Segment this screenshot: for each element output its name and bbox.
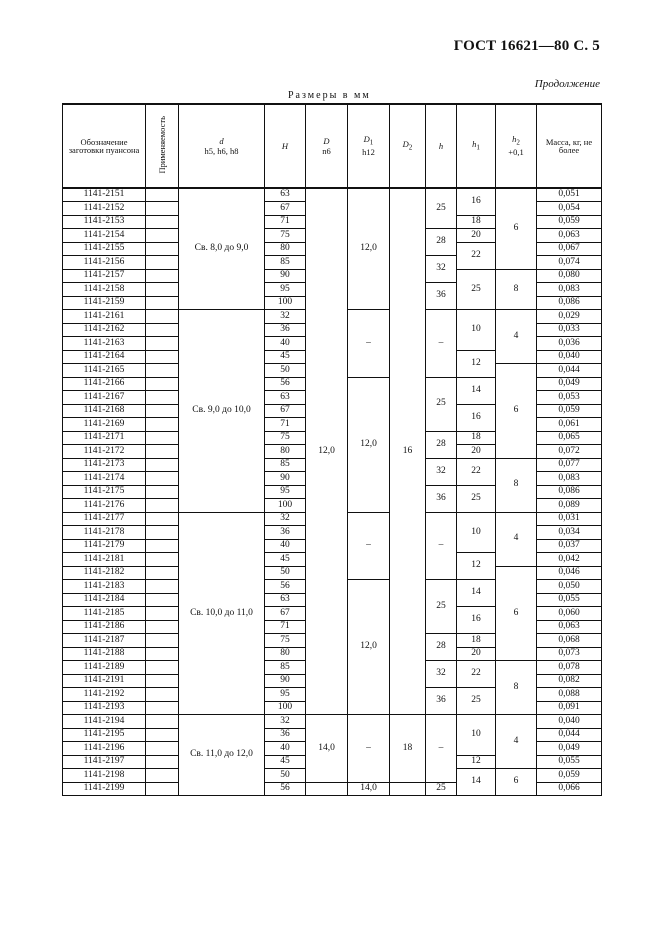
header-applicability: Применяемость bbox=[146, 104, 179, 188]
cell-applicability bbox=[146, 445, 179, 459]
cell-h1: 16 bbox=[457, 607, 496, 634]
cell-applicability bbox=[146, 242, 179, 256]
cell-H: 56 bbox=[265, 580, 306, 594]
cell-mass: 0,050 bbox=[537, 580, 602, 594]
cell-code: 1141-2184 bbox=[63, 593, 146, 607]
spec-table bbox=[62, 103, 602, 796]
cell-H: 40 bbox=[265, 742, 306, 756]
cell-mass: 0,051 bbox=[537, 188, 602, 202]
cell-code: 1141-2196 bbox=[63, 742, 146, 756]
cell-h1: 22 bbox=[457, 458, 496, 485]
cell-applicability bbox=[146, 296, 179, 310]
cell-h2: 8 bbox=[496, 269, 537, 310]
cell-H: 75 bbox=[265, 229, 306, 243]
cell-applicability bbox=[146, 593, 179, 607]
cell-mass: 0,065 bbox=[537, 431, 602, 445]
cell-applicability bbox=[146, 580, 179, 594]
cell-mass: 0,037 bbox=[537, 539, 602, 553]
cell-applicability bbox=[146, 310, 179, 324]
cell-d1: 12,0 bbox=[348, 580, 390, 715]
cell-mass: 0,077 bbox=[537, 458, 602, 472]
cell-code: 1141-2191 bbox=[63, 674, 146, 688]
cell-mass: 0,086 bbox=[537, 485, 602, 499]
cell-applicability bbox=[146, 229, 179, 243]
cell-code: 1141-2165 bbox=[63, 364, 146, 378]
cell-code: 1141-2169 bbox=[63, 418, 146, 432]
cell-mass: 0,029 bbox=[537, 310, 602, 324]
cell-d2 bbox=[390, 782, 426, 796]
cell-d: Св. 9,0 до 10,0 bbox=[179, 310, 265, 513]
cell-h: 32 bbox=[426, 256, 457, 283]
cell-h1: 12 bbox=[457, 350, 496, 377]
cell-h1: 25 bbox=[457, 269, 496, 310]
cell-h1: 14 bbox=[457, 769, 496, 796]
cell-applicability bbox=[146, 323, 179, 337]
cell-code: 1141-2182 bbox=[63, 566, 146, 580]
cell-H: 100 bbox=[265, 499, 306, 513]
cell-h: – bbox=[426, 715, 457, 783]
cell-applicability bbox=[146, 526, 179, 540]
cell-code: 1141-2178 bbox=[63, 526, 146, 540]
cell-mass: 0,091 bbox=[537, 701, 602, 715]
table-row bbox=[63, 715, 602, 729]
cell-H: 80 bbox=[265, 242, 306, 256]
cell-code: 1141-2158 bbox=[63, 283, 146, 297]
cell-h: 36 bbox=[426, 485, 457, 512]
cell-h: 36 bbox=[426, 688, 457, 715]
cell-applicability bbox=[146, 499, 179, 513]
cell-h: 28 bbox=[426, 431, 457, 458]
cell-H: 40 bbox=[265, 539, 306, 553]
cell-applicability bbox=[146, 661, 179, 675]
cell-H: 85 bbox=[265, 661, 306, 675]
cell-mass: 0,080 bbox=[537, 269, 602, 283]
cell-mass: 0,042 bbox=[537, 553, 602, 567]
cell-h: 32 bbox=[426, 458, 457, 485]
cell-code: 1141-2163 bbox=[63, 337, 146, 351]
cell-applicability bbox=[146, 566, 179, 580]
cell-applicability bbox=[146, 674, 179, 688]
cell-h: 25 bbox=[426, 782, 457, 796]
cell-applicability bbox=[146, 458, 179, 472]
cell-h: 28 bbox=[426, 634, 457, 661]
cell-applicability bbox=[146, 728, 179, 742]
cell-H: 71 bbox=[265, 418, 306, 432]
cell-h: 25 bbox=[426, 188, 457, 229]
cell-h2: 6 bbox=[496, 769, 537, 796]
cell-applicability bbox=[146, 391, 179, 405]
cell-H: 90 bbox=[265, 269, 306, 283]
cell-code: 1141-2189 bbox=[63, 661, 146, 675]
cell-code: 1141-2171 bbox=[63, 431, 146, 445]
cell-code: 1141-2162 bbox=[63, 323, 146, 337]
cell-d2: 18 bbox=[390, 715, 426, 783]
cell-d1: – bbox=[348, 512, 390, 580]
header-designation: Обозначение заготовки пуансона bbox=[63, 104, 146, 188]
cell-code: 1141-2153 bbox=[63, 215, 146, 229]
cell-H: 80 bbox=[265, 647, 306, 661]
cell-applicability bbox=[146, 485, 179, 499]
cell-H: 56 bbox=[265, 377, 306, 391]
cell-h1: 22 bbox=[457, 661, 496, 688]
header-D: D n6 bbox=[306, 104, 348, 188]
cell-mass: 0,086 bbox=[537, 296, 602, 310]
cell-h: – bbox=[426, 310, 457, 378]
cell-code: 1141-2154 bbox=[63, 229, 146, 243]
cell-mass: 0,089 bbox=[537, 499, 602, 513]
cell-applicability bbox=[146, 620, 179, 634]
cell-H: 67 bbox=[265, 607, 306, 621]
cell-d: Св. 8,0 до 9,0 bbox=[179, 188, 265, 310]
cell-mass: 0,034 bbox=[537, 526, 602, 540]
cell-mass: 0,082 bbox=[537, 674, 602, 688]
header-D1: $D_1$ h12 bbox=[348, 104, 390, 188]
cell-code: 1141-2164 bbox=[63, 350, 146, 364]
cell-mass: 0,073 bbox=[537, 647, 602, 661]
cell-mass: 0,049 bbox=[537, 377, 602, 391]
cell-h2: 4 bbox=[496, 715, 537, 769]
cell-mass: 0,072 bbox=[537, 445, 602, 459]
cell-h1: 12 bbox=[457, 755, 496, 769]
cell-h2: 6 bbox=[496, 566, 537, 661]
cell-H: 95 bbox=[265, 485, 306, 499]
header-mass: Масса, кг, не более bbox=[537, 104, 602, 188]
cell-h1: 16 bbox=[457, 404, 496, 431]
cell-d1: – bbox=[348, 310, 390, 378]
cell-code: 1141-2192 bbox=[63, 688, 146, 702]
cell-H: 95 bbox=[265, 688, 306, 702]
cell-mass: 0,061 bbox=[537, 418, 602, 432]
cell-h1: 14 bbox=[457, 580, 496, 607]
cell-h2: 6 bbox=[496, 188, 537, 269]
cell-H: 32 bbox=[265, 512, 306, 526]
cell-mass: 0,053 bbox=[537, 391, 602, 405]
cell-applicability bbox=[146, 715, 179, 729]
cell-applicability bbox=[146, 769, 179, 783]
cell-mass: 0,066 bbox=[537, 782, 602, 796]
cell-d2: 16 bbox=[390, 188, 426, 715]
cell-applicability bbox=[146, 269, 179, 283]
cell-h2: 4 bbox=[496, 310, 537, 364]
cell-applicability bbox=[146, 701, 179, 715]
cell-d bbox=[306, 782, 348, 796]
cell-mass: 0,033 bbox=[537, 323, 602, 337]
cell-H: 71 bbox=[265, 620, 306, 634]
cell-d1: 12,0 bbox=[348, 377, 390, 512]
header-D2: $D_2$ bbox=[390, 104, 426, 188]
cell-h2: 4 bbox=[496, 512, 537, 566]
cell-applicability bbox=[146, 688, 179, 702]
cell-h1: 10 bbox=[457, 310, 496, 351]
cell-H: 50 bbox=[265, 566, 306, 580]
header-h2: $h_2$ +0,1 bbox=[496, 104, 537, 188]
cell-applicability bbox=[146, 782, 179, 796]
cell-applicability bbox=[146, 202, 179, 216]
cell-H: 67 bbox=[265, 202, 306, 216]
cell-h2: 8 bbox=[496, 458, 537, 512]
cell-code: 1141-2185 bbox=[63, 607, 146, 621]
cell-H: 50 bbox=[265, 364, 306, 378]
cell-d1: – bbox=[348, 715, 390, 783]
cell-applicability bbox=[146, 755, 179, 769]
cell-h2: 8 bbox=[496, 661, 537, 715]
cell-h1: 18 bbox=[457, 634, 496, 648]
cell-code: 1141-2198 bbox=[63, 769, 146, 783]
cell-d: Св. 10,0 до 11,0 bbox=[179, 512, 265, 715]
cell-H: 95 bbox=[265, 283, 306, 297]
cell-mass: 0,040 bbox=[537, 715, 602, 729]
cell-code: 1141-2156 bbox=[63, 256, 146, 270]
cell-mass: 0,083 bbox=[537, 283, 602, 297]
cell-d: 12,0 bbox=[306, 188, 348, 715]
cell-mass: 0,059 bbox=[537, 215, 602, 229]
cell-code: 1141-2152 bbox=[63, 202, 146, 216]
cell-h: 28 bbox=[426, 229, 457, 256]
cell-applicability bbox=[146, 634, 179, 648]
cell-h1: 14 bbox=[457, 377, 496, 404]
cell-H: 36 bbox=[265, 323, 306, 337]
cell-applicability bbox=[146, 188, 179, 202]
cell-d: Св. 11,0 до 12,0 bbox=[179, 715, 265, 796]
cell-mass: 0,074 bbox=[537, 256, 602, 270]
cell-H: 45 bbox=[265, 755, 306, 769]
cell-code: 1141-2181 bbox=[63, 553, 146, 567]
cell-h: – bbox=[426, 512, 457, 580]
cell-h1: 25 bbox=[457, 485, 496, 512]
cell-H: 32 bbox=[265, 715, 306, 729]
cell-H: 85 bbox=[265, 256, 306, 270]
cell-h1: 22 bbox=[457, 242, 496, 269]
cell-code: 1141-2151 bbox=[63, 188, 146, 202]
table-row bbox=[63, 188, 602, 202]
cell-H: 63 bbox=[265, 188, 306, 202]
cell-h2: 6 bbox=[496, 364, 537, 459]
cell-H: 40 bbox=[265, 337, 306, 351]
cell-code: 1141-2193 bbox=[63, 701, 146, 715]
cell-h1: 16 bbox=[457, 188, 496, 215]
cell-h1: 20 bbox=[457, 445, 496, 459]
sizes-caption: Размеры в мм bbox=[288, 90, 371, 101]
cell-d1: 12,0 bbox=[348, 188, 390, 310]
cell-mass: 0,078 bbox=[537, 661, 602, 675]
cell-code: 1141-2199 bbox=[63, 782, 146, 796]
cell-applicability bbox=[146, 647, 179, 661]
cell-h1: 20 bbox=[457, 647, 496, 661]
cell-H: 36 bbox=[265, 526, 306, 540]
cell-mass: 0,049 bbox=[537, 742, 602, 756]
cell-H: 90 bbox=[265, 472, 306, 486]
cell-mass: 0,063 bbox=[537, 620, 602, 634]
cell-mass: 0,060 bbox=[537, 607, 602, 621]
header-d: d h5, h6, h8 bbox=[179, 104, 265, 188]
cell-mass: 0,031 bbox=[537, 512, 602, 526]
cell-mass: 0,046 bbox=[537, 566, 602, 580]
cell-code: 1141-2195 bbox=[63, 728, 146, 742]
cell-code: 1141-2188 bbox=[63, 647, 146, 661]
cell-applicability bbox=[146, 553, 179, 567]
cell-H: 100 bbox=[265, 701, 306, 715]
cell-mass: 0,059 bbox=[537, 769, 602, 783]
cell-mass: 0,044 bbox=[537, 364, 602, 378]
cell-h1: 18 bbox=[457, 215, 496, 229]
cell-applicability bbox=[146, 404, 179, 418]
cell-code: 1141-2175 bbox=[63, 485, 146, 499]
cell-H: 56 bbox=[265, 782, 306, 796]
cell-mass: 0,055 bbox=[537, 593, 602, 607]
cell-mass: 0,083 bbox=[537, 472, 602, 486]
cell-d: 14,0 bbox=[306, 715, 348, 783]
cell-applicability bbox=[146, 364, 179, 378]
cell-h1: 20 bbox=[457, 229, 496, 243]
cell-code: 1141-2183 bbox=[63, 580, 146, 594]
cell-code: 1141-2174 bbox=[63, 472, 146, 486]
cell-code: 1141-2159 bbox=[63, 296, 146, 310]
cell-code: 1141-2187 bbox=[63, 634, 146, 648]
cell-h1: 18 bbox=[457, 431, 496, 445]
cell-mass: 0,040 bbox=[537, 350, 602, 364]
cell-H: 45 bbox=[265, 553, 306, 567]
cell-mass: 0,036 bbox=[537, 337, 602, 351]
header-H: H bbox=[265, 104, 306, 188]
cell-mass: 0,044 bbox=[537, 728, 602, 742]
cell-mass: 0,088 bbox=[537, 688, 602, 702]
cell-code: 1141-2166 bbox=[63, 377, 146, 391]
cell-applicability bbox=[146, 418, 179, 432]
cell-code: 1141-2167 bbox=[63, 391, 146, 405]
cell-applicability bbox=[146, 539, 179, 553]
cell-H: 90 bbox=[265, 674, 306, 688]
cell-applicability bbox=[146, 256, 179, 270]
cell-mass: 0,054 bbox=[537, 202, 602, 216]
cell-H: 63 bbox=[265, 391, 306, 405]
cell-mass: 0,063 bbox=[537, 229, 602, 243]
cell-mass: 0,055 bbox=[537, 755, 602, 769]
cell-code: 1141-2179 bbox=[63, 539, 146, 553]
cell-mass: 0,068 bbox=[537, 634, 602, 648]
cell-applicability bbox=[146, 607, 179, 621]
cell-h1: 12 bbox=[457, 553, 496, 580]
cell-H: 36 bbox=[265, 728, 306, 742]
cell-applicability bbox=[146, 472, 179, 486]
cell-mass: 0,067 bbox=[537, 242, 602, 256]
cell-applicability bbox=[146, 431, 179, 445]
cell-h1: 25 bbox=[457, 688, 496, 715]
cell-h: 36 bbox=[426, 283, 457, 310]
page-header: ГОСТ 16621—80 С. 5 bbox=[453, 38, 600, 54]
table-body bbox=[63, 188, 602, 796]
cell-code: 1141-2176 bbox=[63, 499, 146, 513]
cell-code: 1141-2197 bbox=[63, 755, 146, 769]
cell-applicability bbox=[146, 215, 179, 229]
cell-H: 85 bbox=[265, 458, 306, 472]
cell-H: 32 bbox=[265, 310, 306, 324]
cell-code: 1141-2161 bbox=[63, 310, 146, 324]
cell-H: 63 bbox=[265, 593, 306, 607]
cell-H: 50 bbox=[265, 769, 306, 783]
cell-h: 25 bbox=[426, 580, 457, 634]
cell-code: 1141-2173 bbox=[63, 458, 146, 472]
cell-H: 71 bbox=[265, 215, 306, 229]
cell-applicability bbox=[146, 337, 179, 351]
cell-H: 75 bbox=[265, 634, 306, 648]
cell-code: 1141-2168 bbox=[63, 404, 146, 418]
continuation-label: Продолжение bbox=[534, 78, 600, 90]
cell-code: 1141-2157 bbox=[63, 269, 146, 283]
cell-h: 32 bbox=[426, 661, 457, 688]
cell-mass: 0,059 bbox=[537, 404, 602, 418]
cell-code: 1141-2177 bbox=[63, 512, 146, 526]
cell-code: 1141-2172 bbox=[63, 445, 146, 459]
cell-applicability bbox=[146, 742, 179, 756]
cell-applicability bbox=[146, 283, 179, 297]
cell-H: 75 bbox=[265, 431, 306, 445]
cell-d1: 14,0 bbox=[348, 782, 390, 796]
cell-H: 67 bbox=[265, 404, 306, 418]
cell-code: 1141-2194 bbox=[63, 715, 146, 729]
cell-h: 25 bbox=[426, 377, 457, 431]
cell-h1: 10 bbox=[457, 715, 496, 756]
cell-h1: 10 bbox=[457, 512, 496, 553]
cell-applicability bbox=[146, 512, 179, 526]
cell-code: 1141-2186 bbox=[63, 620, 146, 634]
table-header-row bbox=[63, 104, 602, 188]
header-h1: $h_1$ bbox=[457, 104, 496, 188]
header-h: h bbox=[426, 104, 457, 188]
cell-applicability bbox=[146, 377, 179, 391]
cell-applicability bbox=[146, 350, 179, 364]
cell-code: 1141-2155 bbox=[63, 242, 146, 256]
cell-H: 100 bbox=[265, 296, 306, 310]
cell-H: 45 bbox=[265, 350, 306, 364]
cell-H: 80 bbox=[265, 445, 306, 459]
